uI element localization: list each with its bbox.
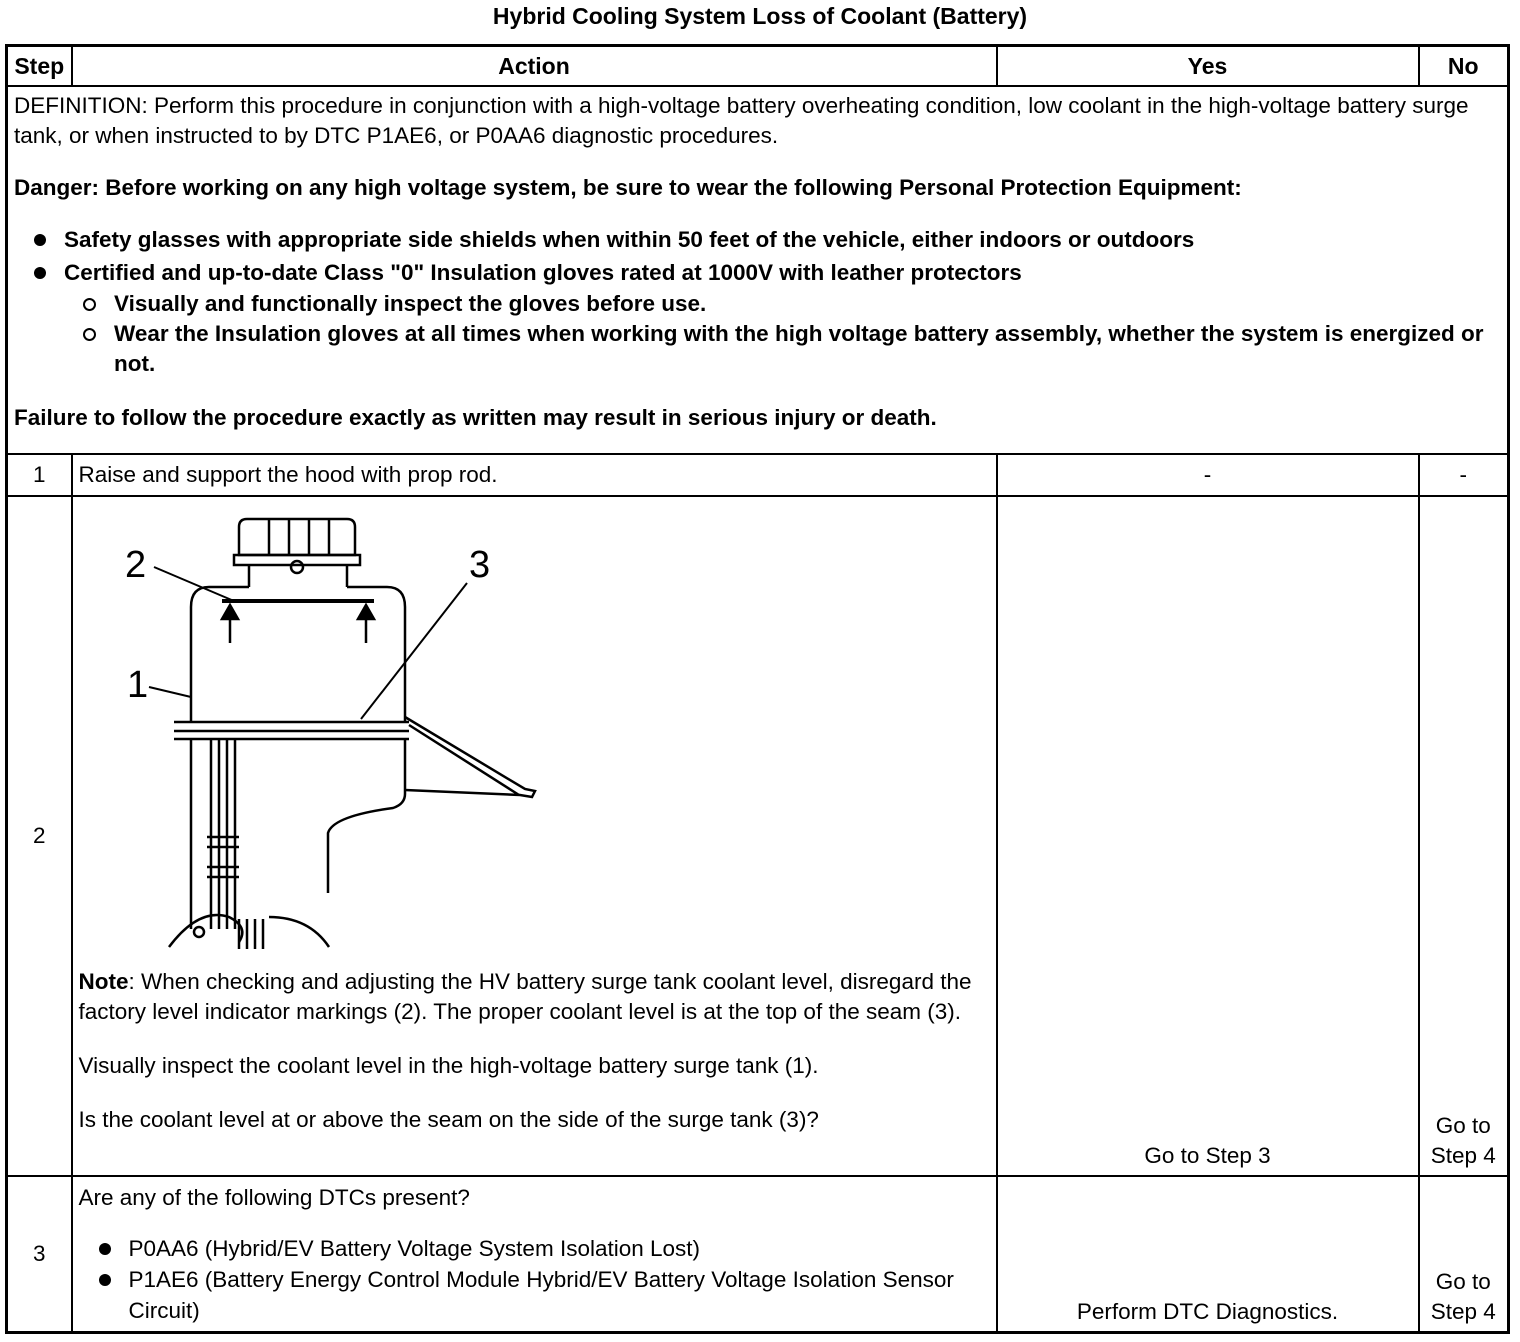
question-text: Are any of the following DTCs present? [78, 1185, 470, 1210]
header-row [7, 46, 1509, 87]
step-no [1419, 1176, 1509, 1333]
step-row-1 [7, 454, 1509, 496]
header-yes: Yes [997, 46, 1419, 87]
failure-warning: Failure to follow the procedure exactly as written may result in serious injury or death. [14, 405, 937, 430]
inspect-text: Visually inspect the coolant level in the high-voltage battery surge tank (1). [78, 1053, 819, 1078]
ppe-item: Certified and up-to-date Class "0" Insulation gloves rated at 1000V with leather protectors Visually and functionally inspect the gloves before use. Wear the Insulation gloves at all times when working with the high voltage battery assembly, whether the system is energized or not. [64, 256, 1501, 379]
step-yes: Go to Step 3 [997, 496, 1419, 1176]
definition-row [7, 86, 1509, 454]
header-action: Action [72, 46, 997, 87]
dtc-item: P0AA6 (Hybrid/EV Battery Voltage System Isolation Lost) [129, 1233, 990, 1264]
step-no-line: Go to [1435, 1113, 1491, 1138]
ppe-item: Safety glasses with appropriate side shields when within 50 feet of the vehicle, either indoors or outdoors [64, 223, 1501, 256]
step-no-line: Step 4 [1430, 1143, 1496, 1168]
step-yes: - [997, 454, 1419, 496]
step-row-3 [7, 1176, 1509, 1333]
step-action [72, 496, 997, 1176]
step-row-2 [7, 496, 1509, 1176]
callout-1: 1 [126, 664, 148, 706]
step-no-line: Go to [1435, 1269, 1491, 1294]
step-action [72, 1176, 997, 1333]
step-yes: Perform DTC Diagnostics. [997, 1176, 1419, 1333]
step-number: 1 [7, 454, 72, 496]
callout-2: 2 [124, 544, 146, 586]
page-title: Hybrid Cooling System Loss of Coolant (Battery) [492, 3, 1028, 29]
surge-tank-figure [79, 507, 549, 957]
step-number: 2 [7, 496, 72, 1176]
dtc-item: P1AE6 (Battery Energy Control Module Hybrid/EV Battery Voltage Isolation Sensor Circuit) [129, 1264, 990, 1326]
glove-note-item: Visually and functionally inspect the gloves before use. [114, 289, 1501, 319]
glove-note-item: Wear the Insulation gloves at all times when working with the high voltage battery assembly, whether the system is energized or not. [114, 319, 1501, 379]
step-no [1419, 496, 1509, 1176]
definition-text: DEFINITION: Perform this procedure in conjunction with a high-voltage battery overheating condition, low coolant in the high-voltage battery surge tank, or when instructed to by DTC P1AE6, or P0AA6 diagnostic procedures. [14, 93, 1469, 148]
note-paragraph [79, 967, 990, 1027]
step-action: Raise and support the hood with prop rod. [72, 454, 997, 496]
step-number: 3 [7, 1176, 72, 1333]
procedure-table [5, 44, 1510, 1334]
question-text: Is the coolant level at or above the seam on the side of the surge tank (3)? [78, 1107, 819, 1132]
definition-cell [7, 86, 1509, 454]
step-no-line: Step 4 [1430, 1299, 1496, 1324]
danger-text: Danger: Before working on any high voltage system, be sure to wear the following Personal Protection Equipment: [14, 175, 1242, 200]
header-step: Step [7, 46, 72, 87]
note-text: : When checking and adjusting the HV battery surge tank coolant level, disregard the factory level indicator markings (2). The proper coolant level is at the top of the seam (3). [78, 969, 972, 1024]
glove-notes-list [64, 289, 1501, 379]
ppe-list [14, 223, 1501, 379]
dtc-list [79, 1233, 990, 1326]
header-no: No [1419, 46, 1509, 87]
step-no: - [1419, 454, 1509, 496]
callout-3: 3 [468, 544, 490, 586]
note-label: Note [78, 969, 129, 994]
